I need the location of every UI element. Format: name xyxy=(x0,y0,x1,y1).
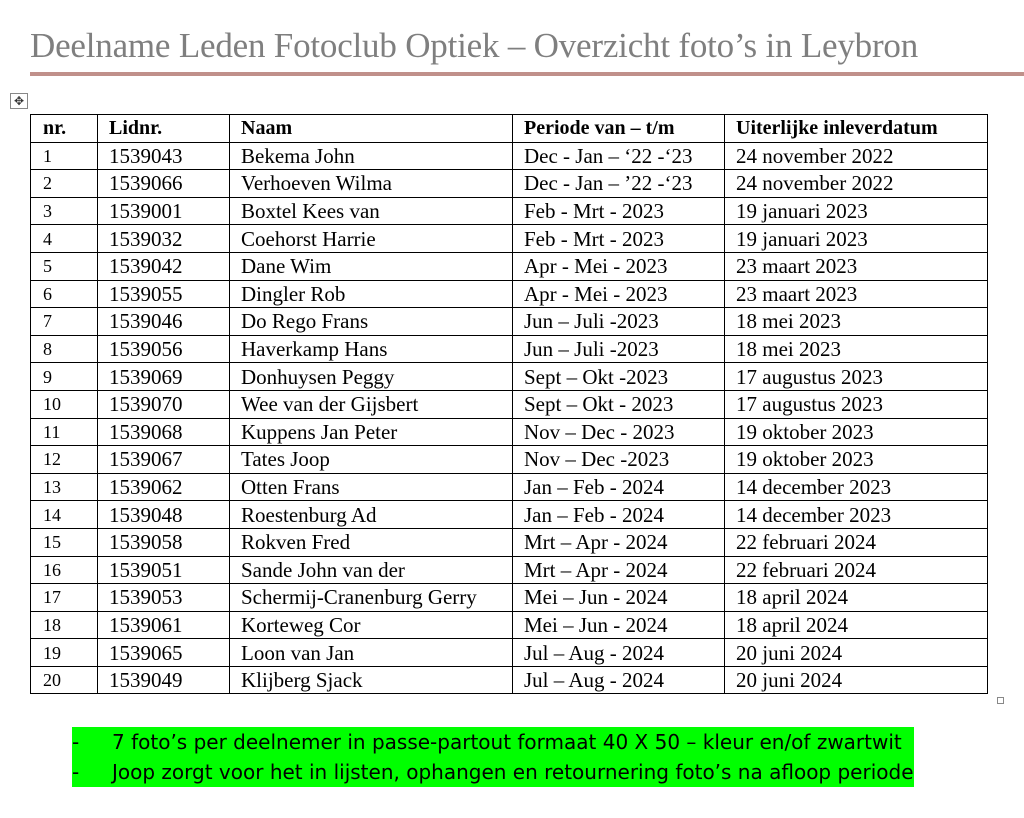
cell-lidnr: 1539066 xyxy=(98,170,230,198)
cell-naam: Tates Joop xyxy=(230,446,513,474)
cell-lidnr: 1539053 xyxy=(98,584,230,612)
cell-naam: Verhoeven Wilma xyxy=(230,170,513,198)
cell-naam: Dane Wim xyxy=(230,252,513,280)
title-underline xyxy=(30,72,1024,76)
cell-periode: Mei – Jun - 2024 xyxy=(513,611,725,639)
cell-lidnr: 1539049 xyxy=(98,666,230,694)
cell-lidnr: 1539065 xyxy=(98,639,230,667)
cell-inleverdatum: 24 november 2022 xyxy=(725,142,988,170)
cell-lidnr: 1539068 xyxy=(98,418,230,446)
table-row xyxy=(31,170,988,198)
cell-nr: 20 xyxy=(31,666,98,694)
table-row xyxy=(31,556,988,584)
cell-inleverdatum: 19 oktober 2023 xyxy=(725,418,988,446)
cell-naam: Roestenburg Ad xyxy=(230,501,513,529)
cell-periode: Apr - Mei - 2023 xyxy=(513,280,725,308)
table-body xyxy=(31,142,988,694)
cell-lidnr: 1539062 xyxy=(98,473,230,501)
cell-periode: Jan – Feb - 2024 xyxy=(513,501,725,529)
table-row xyxy=(31,280,988,308)
cell-periode: Jun – Juli -2023 xyxy=(513,335,725,363)
cell-periode: Mrt – Apr - 2024 xyxy=(513,528,725,556)
cell-naam: Otten Frans xyxy=(230,473,513,501)
cell-periode: Mei – Jun - 2024 xyxy=(513,584,725,612)
cell-nr: 14 xyxy=(31,501,98,529)
cell-naam: Haverkamp Hans xyxy=(230,335,513,363)
column-header-inleverdatum: Uiterlijke inleverdatum xyxy=(725,115,988,143)
cell-lidnr: 1539055 xyxy=(98,280,230,308)
cell-lidnr: 1539069 xyxy=(98,363,230,391)
cell-nr: 13 xyxy=(31,473,98,501)
cell-nr: 18 xyxy=(31,611,98,639)
table-row xyxy=(31,584,988,612)
cell-periode: Sept – Okt - 2023 xyxy=(513,390,725,418)
cell-nr: 9 xyxy=(31,363,98,391)
cell-inleverdatum: 18 mei 2023 xyxy=(725,335,988,363)
cell-periode: Jul – Aug - 2024 xyxy=(513,639,725,667)
cell-naam: Dingler Rob xyxy=(230,280,513,308)
cell-periode: Dec - Jan – ’22 -‘23 xyxy=(513,170,725,198)
cell-lidnr: 1539043 xyxy=(98,142,230,170)
cell-naam: Schermij-Cranenburg Gerry xyxy=(230,584,513,612)
note-text: Joop zorgt voor het in lijsten, ophangen en retournering foto’s na afloop periode xyxy=(112,760,914,784)
table-row xyxy=(31,335,988,363)
cell-periode: Dec - Jan – ‘22 -‘23 xyxy=(513,142,725,170)
cell-naam: Loon van Jan xyxy=(230,639,513,667)
cell-inleverdatum: 18 mei 2023 xyxy=(725,308,988,336)
cell-periode: Nov – Dec - 2023 xyxy=(513,418,725,446)
cell-lidnr: 1539051 xyxy=(98,556,230,584)
cell-inleverdatum: 18 april 2024 xyxy=(725,611,988,639)
cell-inleverdatum: 14 december 2023 xyxy=(725,473,988,501)
cell-lidnr: 1539056 xyxy=(98,335,230,363)
cell-nr: 12 xyxy=(31,446,98,474)
table-row xyxy=(31,142,988,170)
notes-list xyxy=(72,727,914,787)
cell-nr: 5 xyxy=(31,252,98,280)
cell-periode: Feb - Mrt - 2023 xyxy=(513,225,725,253)
note-text: 7 foto’s per deelnemer in passe-partout formaat 40 X 50 – kleur en/of zwartwit xyxy=(112,730,902,754)
cell-inleverdatum: 23 maart 2023 xyxy=(725,280,988,308)
note-item xyxy=(72,757,914,787)
column-header-nr: nr. xyxy=(31,115,98,143)
cell-nr: 11 xyxy=(31,418,98,446)
cell-naam: Klijberg Sjack xyxy=(230,666,513,694)
cell-naam: Coehorst Harrie xyxy=(230,225,513,253)
note-bullet: - xyxy=(72,760,80,784)
note-item xyxy=(72,727,914,757)
cell-lidnr: 1539048 xyxy=(98,501,230,529)
cell-naam: Rokven Fred xyxy=(230,528,513,556)
cell-inleverdatum: 22 februari 2024 xyxy=(725,528,988,556)
cell-naam: Korteweg Cor xyxy=(230,611,513,639)
cell-nr: 17 xyxy=(31,584,98,612)
cell-inleverdatum: 22 februari 2024 xyxy=(725,556,988,584)
note-bullet: - xyxy=(72,730,80,754)
cell-inleverdatum: 20 juni 2024 xyxy=(725,639,988,667)
cell-naam: Kuppens Jan Peter xyxy=(230,418,513,446)
table-row xyxy=(31,666,988,694)
table-row xyxy=(31,418,988,446)
cell-inleverdatum: 19 oktober 2023 xyxy=(725,446,988,474)
table-row xyxy=(31,390,988,418)
table-row xyxy=(31,252,988,280)
table-row xyxy=(31,611,988,639)
cell-nr: 19 xyxy=(31,639,98,667)
cell-nr: 3 xyxy=(31,197,98,225)
table-row xyxy=(31,197,988,225)
cell-lidnr: 1539058 xyxy=(98,528,230,556)
cell-naam: Boxtel Kees van xyxy=(230,197,513,225)
table-row xyxy=(31,363,988,391)
cell-lidnr: 1539070 xyxy=(98,390,230,418)
table-row xyxy=(31,528,988,556)
cell-inleverdatum: 23 maart 2023 xyxy=(725,252,988,280)
table-row xyxy=(31,473,988,501)
cell-inleverdatum: 14 december 2023 xyxy=(725,501,988,529)
column-header-naam: Naam xyxy=(230,115,513,143)
cell-periode: Nov – Dec -2023 xyxy=(513,446,725,474)
cell-naam: Bekema John xyxy=(230,142,513,170)
cell-periode: Apr - Mei - 2023 xyxy=(513,252,725,280)
cell-lidnr: 1539042 xyxy=(98,252,230,280)
cell-nr: 2 xyxy=(31,170,98,198)
cell-nr: 16 xyxy=(31,556,98,584)
cell-inleverdatum: 17 augustus 2023 xyxy=(725,363,988,391)
cell-naam: Donhuysen Peggy xyxy=(230,363,513,391)
cell-periode: Jun – Juli -2023 xyxy=(513,308,725,336)
cell-inleverdatum: 24 november 2022 xyxy=(725,170,988,198)
cell-lidnr: 1539061 xyxy=(98,611,230,639)
cell-inleverdatum: 19 januari 2023 xyxy=(725,225,988,253)
table-row xyxy=(31,225,988,253)
cell-nr: 10 xyxy=(31,390,98,418)
move-arrows-icon[interactable]: ✥ xyxy=(10,93,28,109)
column-header-lidnr: Lidnr. xyxy=(98,115,230,143)
cell-periode: Jul – Aug - 2024 xyxy=(513,666,725,694)
members-table xyxy=(30,114,988,694)
cell-nr: 15 xyxy=(31,528,98,556)
cell-nr: 4 xyxy=(31,225,98,253)
cell-naam: Do Rego Frans xyxy=(230,308,513,336)
cell-inleverdatum: 17 augustus 2023 xyxy=(725,390,988,418)
cell-lidnr: 1539046 xyxy=(98,308,230,336)
table-header-row xyxy=(31,115,988,143)
cell-periode: Mrt – Apr - 2024 xyxy=(513,556,725,584)
cell-inleverdatum: 20 juni 2024 xyxy=(725,666,988,694)
column-header-periode: Periode van – t/m xyxy=(513,115,725,143)
cell-naam: Wee van der Gijsbert xyxy=(230,390,513,418)
table-row xyxy=(31,501,988,529)
cell-nr: 6 xyxy=(31,280,98,308)
cell-lidnr: 1539001 xyxy=(98,197,230,225)
cell-naam: Sande John van der xyxy=(230,556,513,584)
table-row xyxy=(31,446,988,474)
cell-nr: 1 xyxy=(31,142,98,170)
cell-periode: Feb - Mrt - 2023 xyxy=(513,197,725,225)
cell-nr: 7 xyxy=(31,308,98,336)
cell-inleverdatum: 19 januari 2023 xyxy=(725,197,988,225)
table-row xyxy=(31,639,988,667)
cell-periode: Sept – Okt -2023 xyxy=(513,363,725,391)
cell-inleverdatum: 18 april 2024 xyxy=(725,584,988,612)
cell-lidnr: 1539067 xyxy=(98,446,230,474)
document-title: Deelname Leden Fotoclub Optiek – Overzicht foto’s in Leybron xyxy=(30,26,919,65)
cell-lidnr: 1539032 xyxy=(98,225,230,253)
cell-periode: Jan – Feb - 2024 xyxy=(513,473,725,501)
resize-square-icon[interactable] xyxy=(997,697,1004,704)
cell-nr: 8 xyxy=(31,335,98,363)
table-row xyxy=(31,308,988,336)
